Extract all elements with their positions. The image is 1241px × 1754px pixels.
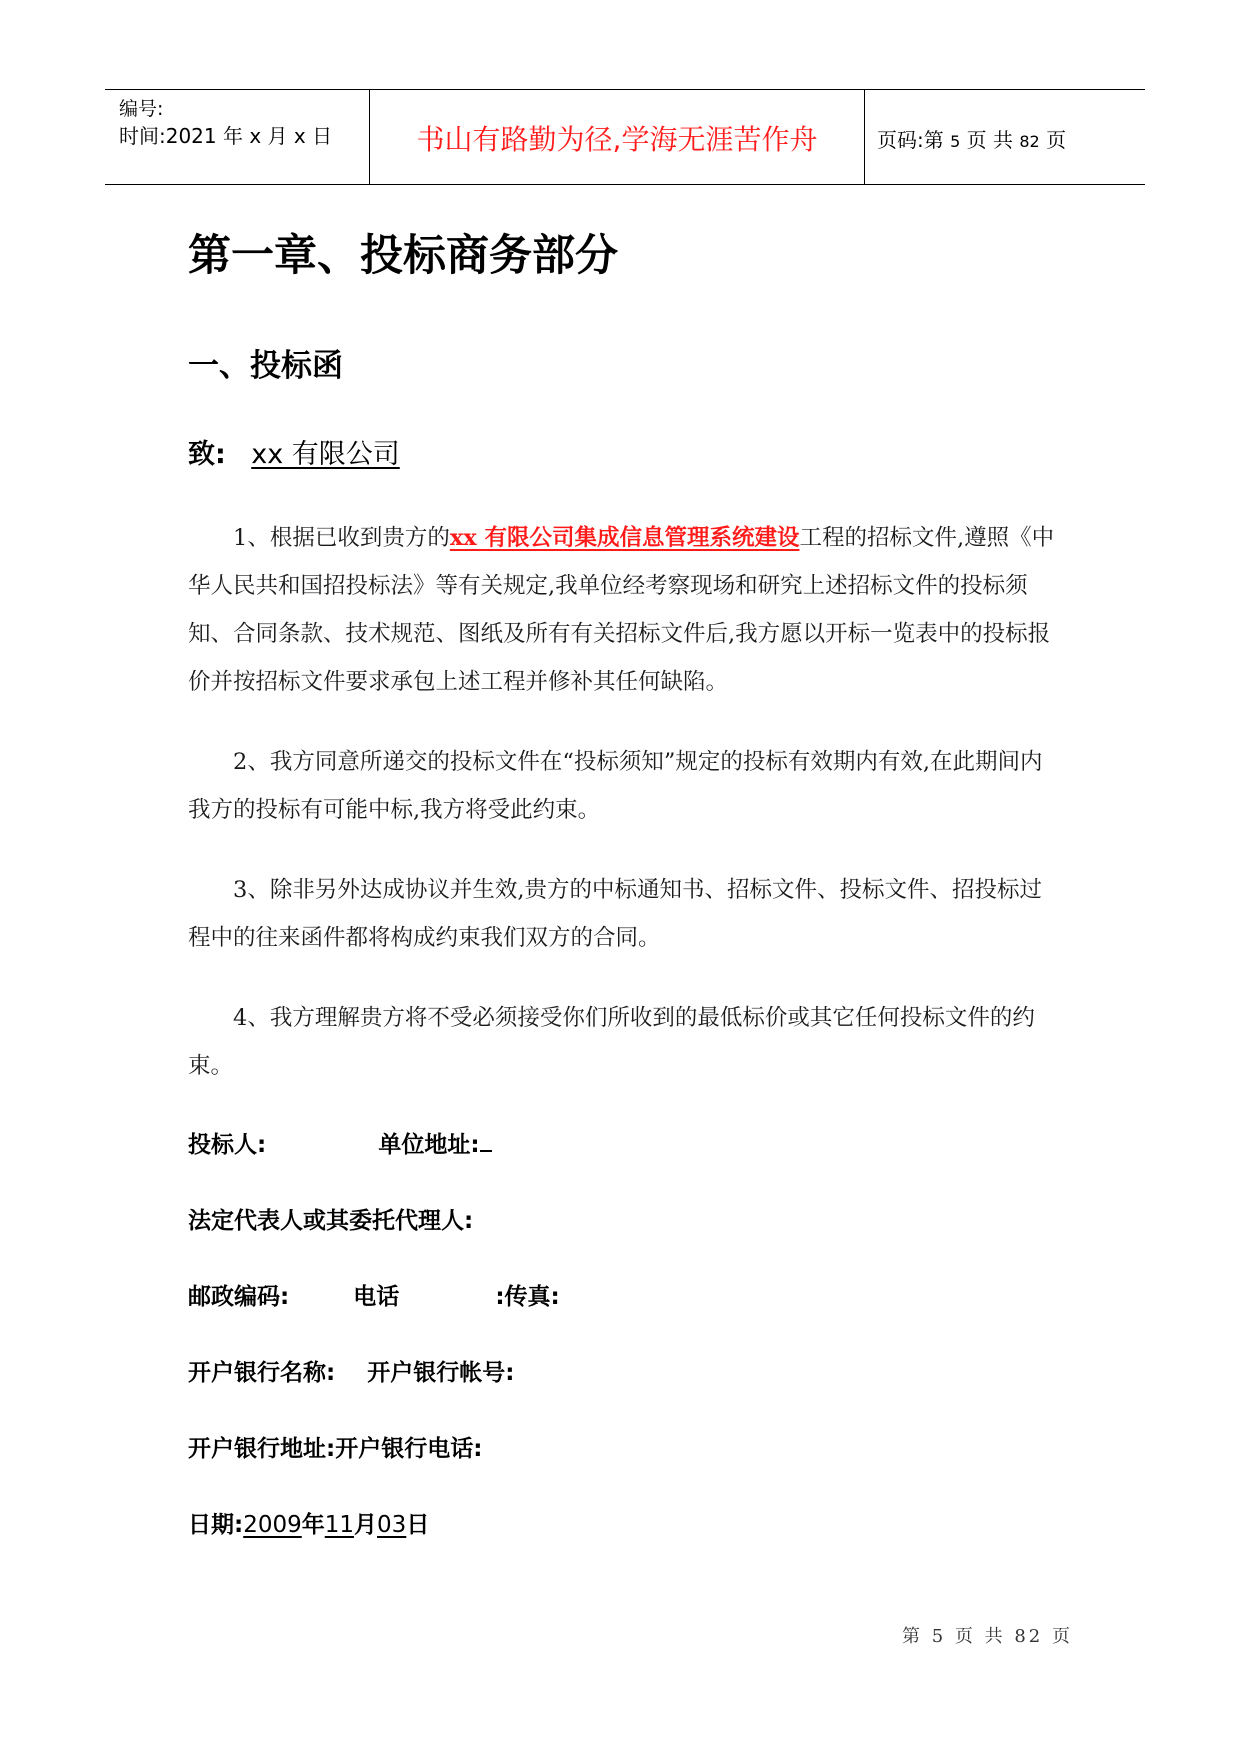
bidder-label: 投标人: [188, 1132, 267, 1158]
project-name: xx 有限公司集成信息管理系统建设 [449, 525, 800, 551]
header-motto: 书山有路勤为径,学海无涯苦作舟 [416, 123, 818, 156]
paragraph-4 [188, 994, 1060, 1090]
date-line [188, 1506, 429, 1539]
page-mid: 页 共 [966, 128, 1014, 152]
number-label: 编号: [119, 98, 164, 120]
fax-label: :传真: [495, 1284, 560, 1310]
page-suffix: 页 [1046, 128, 1067, 152]
header-page-number [877, 124, 1066, 153]
postcode-label: 邮政编码: [188, 1284, 290, 1310]
date-month: 11 [324, 1512, 355, 1538]
page-footer: 第 5 页 共 82 页 [902, 1626, 1073, 1647]
month-char: 月 [354, 1512, 378, 1538]
paragraph-2 [188, 738, 1060, 834]
contact-line [188, 1278, 560, 1311]
page-num: 5 [950, 132, 961, 151]
time-label: 时间:2021 年 x 月 x 日 [119, 124, 333, 148]
page-header [105, 89, 1145, 185]
p2-text: 2、我方同意所递交的投标文件在“投标须知”规定的投标有效期内有效,在此期间内我方的投标有可能中标,我方将受此约束。 [188, 749, 1043, 823]
year-char: 年 [301, 1512, 325, 1538]
chapter-title: 第一章、投标商务部分 [188, 231, 618, 281]
page-total: 82 [1019, 132, 1040, 151]
to-label: 致: [188, 439, 226, 470]
phone-label: 电话 [353, 1284, 400, 1310]
bank-line-1 [188, 1354, 514, 1387]
recipient-company: xx 有限公司 [251, 439, 400, 470]
header-motto-cell [370, 90, 865, 184]
page-prefix: 页码:第 [877, 128, 944, 152]
paragraph-1 [188, 514, 1060, 706]
representative-label: 法定代表人或其委托代理人: [188, 1208, 474, 1234]
bidder-line [188, 1126, 492, 1159]
header-page-cell [865, 90, 1145, 184]
recipient-line [188, 432, 416, 471]
bank-line-2 [188, 1430, 482, 1463]
bank-account-label: 开户银行帐号: [367, 1360, 515, 1386]
representative-line [188, 1202, 473, 1235]
p1-before: 1、根据已收到贵方的 [233, 525, 450, 551]
p1-after: 工程的招标文件,遵照《中华人民共和国招投标法》等有关规定,我单位经考察现场和研究上述招标文件的投标须知、合同条款、技术规范、图纸及所有有关招标文件后,我方愿以开标一览表中的投标报价并按招标文件要求承包上述工程并修补其任何缺陷。 [188, 525, 1055, 695]
bank-name-label: 开户银行名称: [188, 1360, 336, 1386]
bank-phone-label: 开户银行电话: [335, 1436, 483, 1462]
address-blank [480, 1130, 492, 1152]
header-info-cell [105, 90, 370, 184]
p4-text: 4、我方理解贵方将不受必须接受你们所收到的最低标价或其它任何投标文件的约束。 [188, 1005, 1035, 1079]
date-day: 03 [377, 1512, 407, 1538]
section-title: 一、投标函 [188, 348, 343, 384]
bank-address-label: 开户银行地址: [188, 1436, 336, 1462]
date-year: 2009 [243, 1512, 302, 1538]
date-label: 日期: [188, 1512, 244, 1538]
p3-text: 3、除非另外达成协议并生效,贵方的中标通知书、招标文件、投标文件、招投标过程中的往来函件都将构成约束我们双方的合同。 [188, 877, 1042, 951]
day-char: 日 [406, 1512, 430, 1538]
address-label: 单位地址: [378, 1132, 480, 1158]
paragraph-3 [188, 866, 1060, 962]
